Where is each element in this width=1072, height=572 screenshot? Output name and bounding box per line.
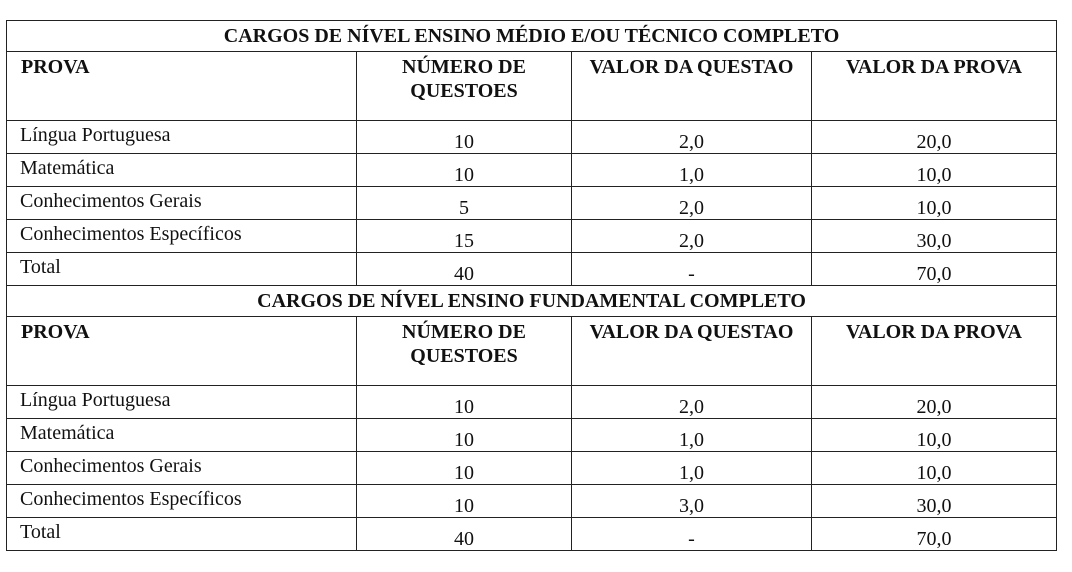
header-prova: PROVA	[7, 317, 357, 386]
cell-numero: 5	[357, 187, 572, 220]
cell-valor-questao: 2,0	[572, 121, 812, 154]
header-valor-questao	[572, 52, 812, 121]
header-numero-questoes	[357, 317, 572, 386]
table-row-total	[7, 518, 1057, 551]
section-title: CARGOS DE NÍVEL ENSINO FUNDAMENTAL COMPLETO	[7, 286, 1057, 317]
table-row-total	[7, 253, 1057, 286]
header-numero-questoes-text: NÚMERO DE QUESTOES	[402, 56, 526, 102]
cell-valor-questao: -	[572, 518, 812, 551]
cell-prova: Conhecimentos Gerais	[7, 187, 357, 220]
cell-valor-questao: 2,0	[572, 187, 812, 220]
table-row	[7, 452, 1057, 485]
header-valor-prova	[812, 317, 1057, 386]
cell-prova: Total	[7, 253, 357, 286]
cell-prova: Conhecimentos Específicos	[7, 220, 357, 253]
header-valor-questao-text: VALOR DA QUESTAO	[589, 321, 794, 343]
header-prova: PROVA	[7, 52, 357, 121]
header-numero-questoes	[357, 52, 572, 121]
cell-numero: 10	[357, 121, 572, 154]
cell-valor-questao: 3,0	[572, 485, 812, 518]
cell-prova: Matemática	[7, 419, 357, 452]
cell-prova: Matemática	[7, 154, 357, 187]
header-row	[7, 52, 1057, 121]
cell-numero: 10	[357, 452, 572, 485]
cell-valor-prova: 20,0	[812, 386, 1057, 419]
exam-table-container	[6, 20, 1056, 551]
cell-numero: 10	[357, 419, 572, 452]
cell-valor-prova: 70,0	[812, 253, 1057, 286]
cell-valor-prova: 70,0	[812, 518, 1057, 551]
table-row	[7, 220, 1057, 253]
cell-prova: Conhecimentos Específicos	[7, 485, 357, 518]
header-valor-prova-text: VALOR DA PROVA	[846, 56, 1022, 78]
table-row	[7, 121, 1057, 154]
cell-numero: 10	[357, 386, 572, 419]
section-title: CARGOS DE NÍVEL ENSINO MÉDIO E/OU TÉCNICO COMPLETO	[7, 21, 1057, 52]
cell-numero: 40	[357, 253, 572, 286]
cell-prova: Língua Portuguesa	[7, 121, 357, 154]
cell-valor-questao: -	[572, 253, 812, 286]
cell-valor-prova: 10,0	[812, 419, 1057, 452]
table-row	[7, 386, 1057, 419]
table-row	[7, 419, 1057, 452]
cell-numero: 10	[357, 485, 572, 518]
cell-prova: Conhecimentos Gerais	[7, 452, 357, 485]
cell-valor-prova: 20,0	[812, 121, 1057, 154]
cell-prova: Língua Portuguesa	[7, 386, 357, 419]
header-valor-prova	[812, 52, 1057, 121]
header-row	[7, 317, 1057, 386]
cell-valor-questao: 1,0	[572, 452, 812, 485]
cell-valor-questao: 1,0	[572, 419, 812, 452]
cell-valor-prova: 10,0	[812, 154, 1057, 187]
section-title-row	[7, 286, 1057, 317]
table-row	[7, 154, 1057, 187]
table-row	[7, 485, 1057, 518]
table-row	[7, 187, 1057, 220]
exam-score-table	[6, 20, 1057, 551]
cell-valor-prova: 10,0	[812, 187, 1057, 220]
header-numero-questoes-text: NÚMERO DE QUESTOES	[402, 321, 526, 367]
cell-valor-prova: 30,0	[812, 220, 1057, 253]
header-valor-questao-text: VALOR DA QUESTAO	[589, 56, 794, 78]
cell-valor-prova: 10,0	[812, 452, 1057, 485]
cell-numero: 40	[357, 518, 572, 551]
cell-valor-questao: 2,0	[572, 386, 812, 419]
section-title-row	[7, 21, 1057, 52]
cell-numero: 15	[357, 220, 572, 253]
cell-valor-questao: 1,0	[572, 154, 812, 187]
cell-valor-prova: 30,0	[812, 485, 1057, 518]
cell-numero: 10	[357, 154, 572, 187]
header-valor-questao	[572, 317, 812, 386]
cell-prova: Total	[7, 518, 357, 551]
header-valor-prova-text: VALOR DA PROVA	[846, 321, 1022, 343]
cell-valor-questao: 2,0	[572, 220, 812, 253]
